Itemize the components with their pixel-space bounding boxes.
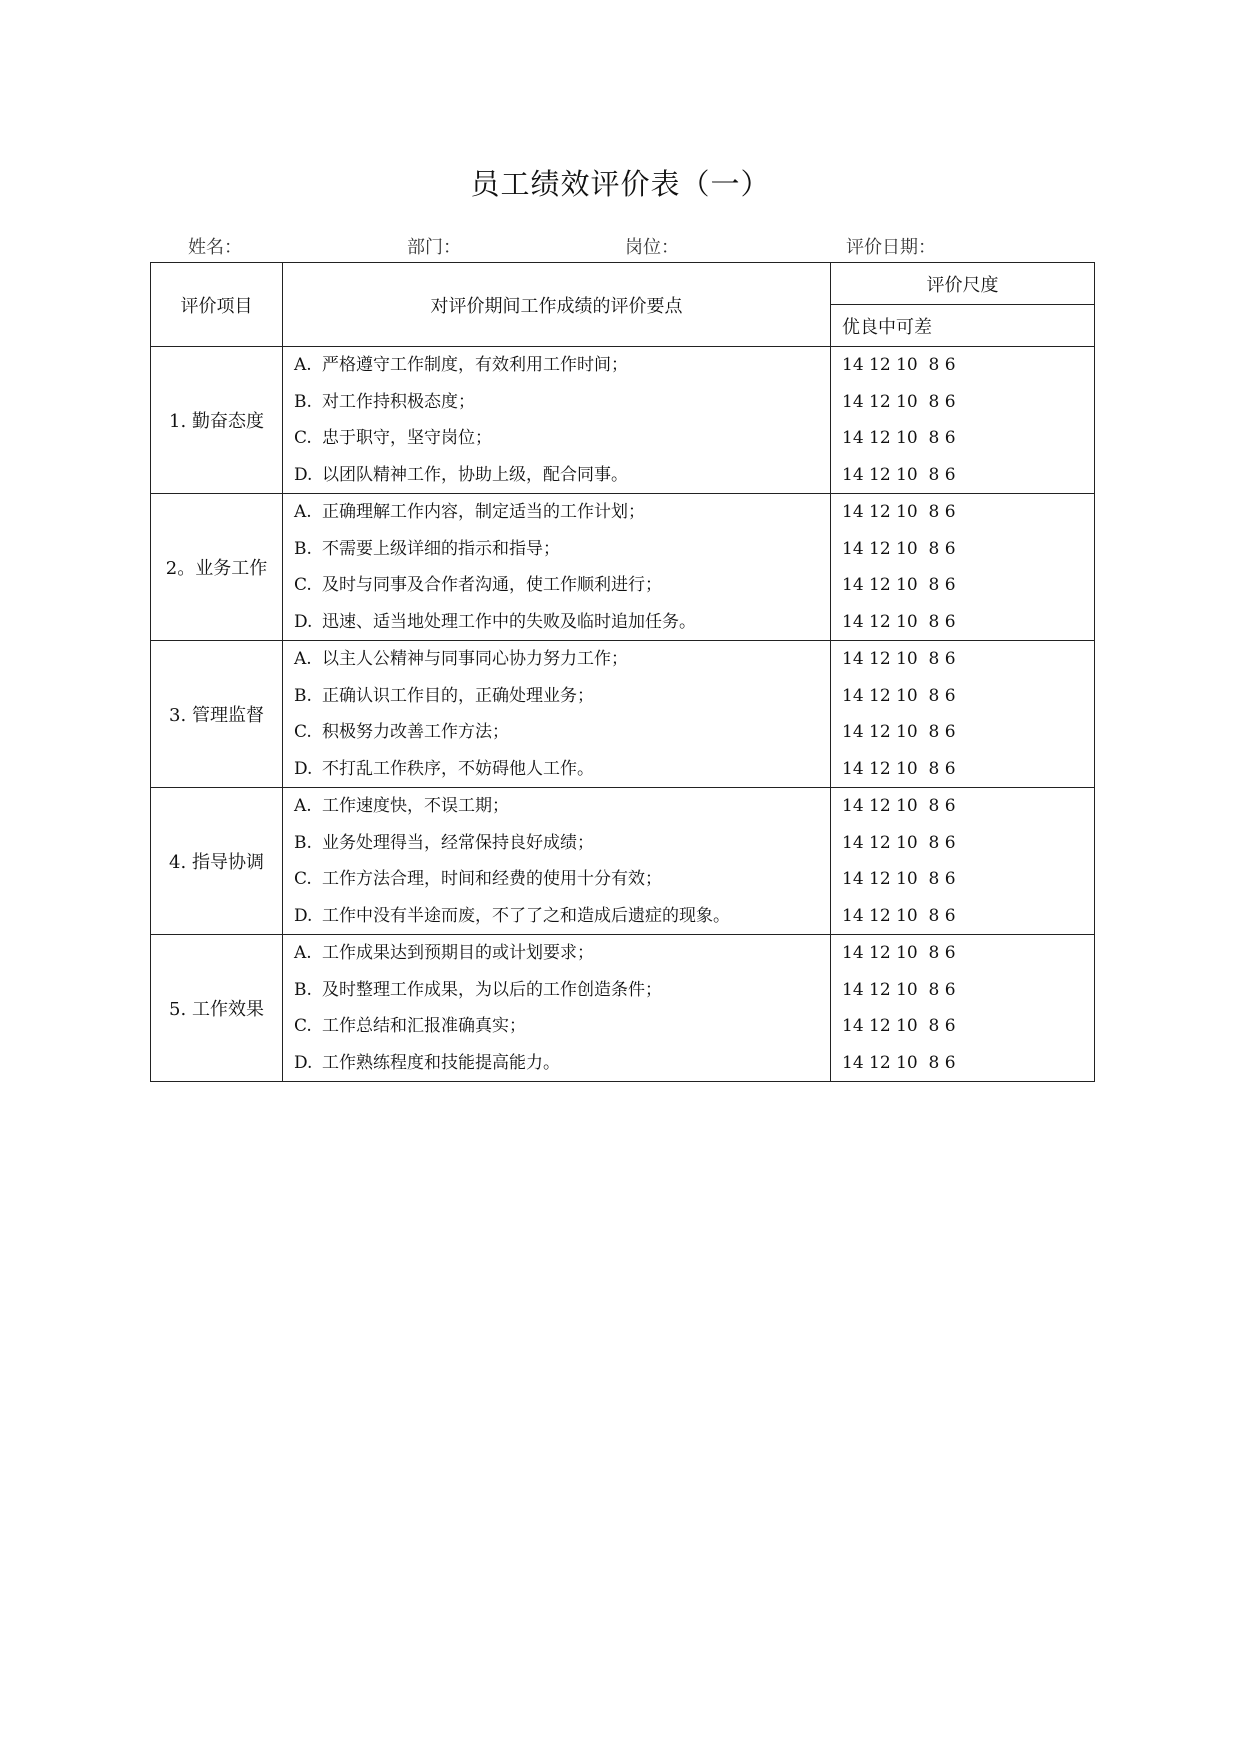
category-label: 4. 指导协调	[151, 788, 283, 935]
evaluation-point-letter: C.	[294, 869, 312, 890]
score-options: 14 12 10 8 6	[842, 428, 956, 449]
evaluation-table	[150, 262, 1095, 1082]
evaluation-point-text: 正确认识工作目的，正确处理业务；	[322, 685, 594, 706]
score-options: 14 12 10 8 6	[842, 611, 956, 632]
evaluation-point	[294, 685, 819, 707]
evaluation-point-text: 工作成果达到预期目的或计划要求；	[322, 943, 594, 964]
evaluation-point-letter: B.	[294, 685, 312, 706]
evaluation-point	[294, 868, 819, 890]
evaluation-point	[294, 795, 819, 817]
category-points-cell	[283, 494, 831, 641]
evaluation-point-letter: A.	[294, 649, 312, 670]
score-options: 14 12 10 8 6	[842, 391, 956, 412]
evaluation-point-text: 及时与同事及合作者沟通，使工作顺利进行；	[322, 575, 662, 596]
category-row	[151, 788, 1095, 935]
evaluation-point-letter: C.	[294, 428, 312, 449]
category-scores-cell	[831, 347, 1095, 494]
category-scores-cell	[831, 935, 1095, 1082]
evaluation-point-text: 工作速度快，不误工期；	[322, 796, 509, 817]
department-field-label: 部门：	[407, 237, 461, 258]
category-scores-cell	[831, 641, 1095, 788]
evaluation-point-letter: B.	[294, 832, 312, 853]
evaluation-point-letter: D.	[294, 464, 313, 485]
category-points-cell	[283, 788, 831, 935]
evaluation-point-letter: B.	[294, 979, 312, 1000]
score-options: 14 12 10 8 6	[842, 1052, 956, 1073]
position-field-label: 岗位：	[625, 237, 679, 258]
category-label: 1. 勤奋态度	[151, 347, 283, 494]
evaluation-point	[294, 979, 819, 1001]
score-options: 14 12 10 8 6	[842, 832, 956, 853]
score-options: 14 12 10 8 6	[842, 722, 956, 743]
header-row	[151, 263, 1095, 305]
evaluation-point	[294, 427, 819, 449]
evaluation-point-letter: B.	[294, 538, 312, 559]
category-scores-cell	[831, 494, 1095, 641]
evaluation-point-text: 工作熟练程度和技能提高能力。	[322, 1052, 560, 1073]
evaluation-point-text: 积极努力改善工作方法；	[322, 722, 509, 743]
score-options: 14 12 10 8 6	[842, 979, 956, 1000]
evaluation-point	[294, 611, 819, 633]
category-row	[151, 935, 1095, 1082]
evaluation-point	[294, 1015, 819, 1037]
evaluation-point	[294, 721, 819, 743]
evaluation-point-letter: D.	[294, 611, 313, 632]
score-options: 14 12 10 8 6	[842, 685, 956, 706]
evaluation-point	[294, 905, 819, 927]
evaluation-point	[294, 574, 819, 596]
category-points-cell	[283, 641, 831, 788]
evaluation-point	[294, 832, 819, 854]
evaluation-point-letter: D.	[294, 905, 313, 926]
evaluation-point	[294, 1052, 819, 1074]
score-options: 14 12 10 8 6	[842, 502, 956, 523]
evaluation-point	[294, 538, 819, 560]
score-options: 14 12 10 8 6	[842, 1016, 956, 1037]
category-label: 3. 管理监督	[151, 641, 283, 788]
evaluation-point-letter: C.	[294, 1016, 312, 1037]
score-options: 14 12 10 8 6	[842, 943, 956, 964]
evaluation-point-letter: A.	[294, 502, 312, 523]
evaluation-point-text: 严格遵守工作制度，有效利用工作时间；	[322, 355, 628, 376]
evaluation-point-text: 工作方法合理，时间和经费的使用十分有效；	[322, 869, 662, 890]
evaluation-point-text: 以主人公精神与同事同心协力努力工作；	[322, 649, 628, 670]
score-options: 14 12 10 8 6	[842, 649, 956, 670]
evaluation-point-letter: D.	[294, 758, 313, 779]
evaluation-point-text: 对工作持积极态度；	[322, 391, 475, 412]
score-options: 14 12 10 8 6	[842, 575, 956, 596]
evaluation-point-letter: C.	[294, 722, 312, 743]
evaluation-point-letter: A.	[294, 355, 312, 376]
evaluation-point-letter: C.	[294, 575, 312, 596]
score-options: 14 12 10 8 6	[842, 464, 956, 485]
score-options: 14 12 10 8 6	[842, 905, 956, 926]
header-evaluation-item: 评价项目	[151, 263, 283, 347]
name-field-label: 姓名：	[188, 237, 242, 258]
evaluation-point-letter: A.	[294, 943, 312, 964]
evaluation-point-letter: B.	[294, 391, 312, 412]
evaluation-point	[294, 648, 819, 670]
category-label: 2。业务工作	[151, 494, 283, 641]
evaluation-point-text: 工作总结和汇报准确真实；	[322, 1016, 526, 1037]
form-title: 员工绩效评价表（一）	[470, 167, 771, 201]
score-options: 14 12 10 8 6	[842, 758, 956, 779]
category-scores-cell	[831, 788, 1095, 935]
evaluation-point	[294, 942, 819, 964]
evaluation-point	[294, 501, 819, 523]
header-scale-levels: 优良中可差	[831, 305, 1095, 347]
evaluation-point-letter: D.	[294, 1052, 313, 1073]
evaluation-point	[294, 391, 819, 413]
score-options: 14 12 10 8 6	[842, 538, 956, 559]
evaluation-point-text: 不打乱工作秩序，不妨碍他人工作。	[322, 758, 594, 779]
category-points-cell	[283, 935, 831, 1082]
header-evaluation-scale: 评价尺度	[831, 263, 1095, 305]
score-options: 14 12 10 8 6	[842, 355, 956, 376]
evaluation-point-letter: A.	[294, 796, 312, 817]
evaluation-point-text: 工作中没有半途而废，不了了之和造成后遗症的现象。	[322, 905, 730, 926]
evaluation-point-text: 忠于职守，坚守岗位；	[322, 428, 492, 449]
category-row	[151, 347, 1095, 494]
score-options: 14 12 10 8 6	[842, 869, 956, 890]
evaluation-point	[294, 354, 819, 376]
evaluation-point-text: 以团队精神工作，协助上级，配合同事。	[322, 464, 628, 485]
evaluation-date-field-label: 评价日期：	[846, 237, 936, 258]
category-points-cell	[283, 347, 831, 494]
evaluation-point-text: 不需要上级详细的指示和指导；	[322, 538, 560, 559]
header-evaluation-points: 对评价期间工作成绩的评价要点	[283, 263, 831, 347]
score-options: 14 12 10 8 6	[842, 796, 956, 817]
category-row	[151, 494, 1095, 641]
evaluation-point	[294, 464, 819, 486]
evaluation-point-text: 正确理解工作内容，制定适当的工作计划；	[322, 502, 645, 523]
category-row	[151, 641, 1095, 788]
evaluation-point	[294, 758, 819, 780]
evaluation-point-text: 业务处理得当，经常保持良好成绩；	[322, 832, 594, 853]
evaluation-point-text: 迅速、适当地处理工作中的失败及临时追加任务。	[322, 611, 696, 632]
category-label: 5. 工作效果	[151, 935, 283, 1082]
evaluation-point-text: 及时整理工作成果，为以后的工作创造条件；	[322, 979, 662, 1000]
